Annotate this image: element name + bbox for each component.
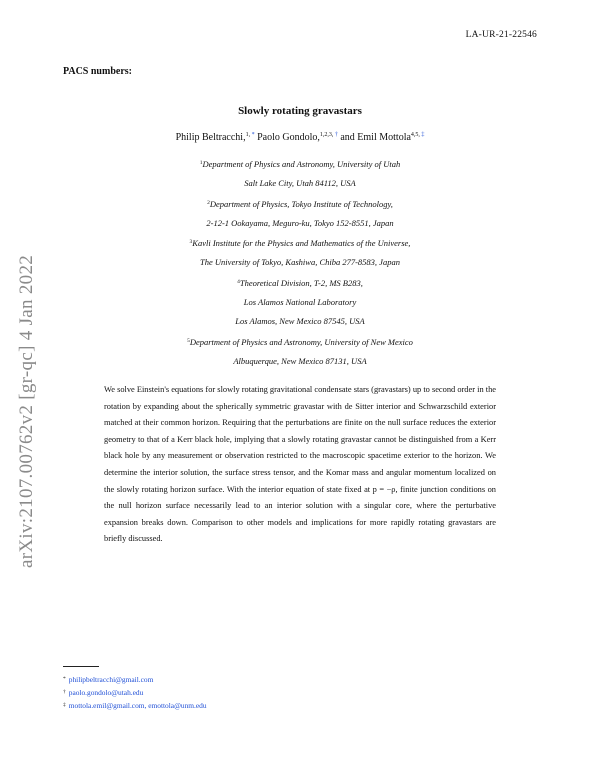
author-footnote-mark[interactable]: ‡ [419, 132, 425, 138]
affiliation-line: Los Alamos National Laboratory [243, 297, 357, 308]
affiliation-block [0, 154, 600, 371]
footnote-item: † paolo.gondolo@utah.edu [63, 688, 144, 698]
author-name: Philip Beltracchi, [175, 132, 246, 143]
abstract-text: We solve Einstein's equations for slowly rotating gravitational condensate stars (gravastars) up to second order in the rotation by expanding about the spherically symmetric gravastar with de Sitter interior and Schwarzschild exterior matched at their common horizon. Requiring that the perturbations are finite on the null surface reduces the exterior geometry to that of a Kerr black hole, implying that a slowly rotating gravastar cannot be distinguished from a Kerr black hole by any measurement or observation restricted to the macroscopic spacetime exterior to the horizon. We determine the interior solution, the surface stress tensor, and the Komar mass and angular momentum localized on the slowly rotating horizon surface. With the interior equation of state fixed at p = −ρ, finite junction conditions on the null horizon surface necessarily lead to an interior solution with a singular core, where the perturbative expansion breaks down. Comparison to other models and implications for more rapidly rotating gravastars are briefly discussed. [104, 385, 496, 544]
footnote-item: ‡ mottola.emil@gmail.com, emottola@unm.edu [63, 701, 207, 711]
footnote-divider [63, 666, 99, 667]
footnotes [63, 673, 207, 713]
author-list [0, 132, 600, 143]
email-link[interactable]: philipbeltracchi@gmail.com [68, 675, 154, 684]
author-name: Paolo Gondolo, [257, 132, 320, 143]
arxiv-stamp: arXiv:2107.00762v2 [gr-qc] 4 Jan 2022 [16, 254, 37, 568]
email-link[interactable]: paolo.gondolo@utah.edu [68, 688, 144, 698]
author-affil-sup: 1,2,3, [319, 132, 334, 138]
affiliation-line: The University of Tokyo, Kashiwa, Chiba 277-8583, Japan [200, 257, 400, 268]
paper-title: Slowly rotating gravastars [238, 105, 362, 117]
author-name: and Emil Mottola [340, 132, 411, 143]
author-affil-sup: 1, [245, 132, 251, 138]
pacs-label: PACS numbers: [63, 66, 132, 77]
affiliation-line: 2-12-1 Ookayama, Meguro-ku, Tokyo 152-8551, Japan [206, 217, 394, 228]
affiliation-line: $^3$Kavli Institute for the Physics and Mathematics of the Universe, [189, 238, 411, 249]
email-link[interactable]: mottola.emil@gmail.com, emottola@unm.edu [68, 701, 207, 711]
affiliation-line: $^1$Department of Physics and Astronomy, University of Utah [199, 159, 401, 169]
author-affil-sup: 4,5, [410, 132, 420, 138]
author-footnote-mark[interactable]: † [333, 132, 338, 138]
affiliation-line: Albuquerque, New Mexico 87131, USA [233, 355, 367, 366]
affiliation-line: $^2$Department of Physics, Tokyo Institute of Technology, [207, 198, 393, 209]
affiliation-line: $^5$Department of Physics and Astronomy, University of New Mexico [187, 336, 413, 347]
author-footnote-mark[interactable]: * [250, 132, 255, 138]
affiliation-line: Salt Lake City, Utah 84112, USA [244, 178, 356, 189]
footnote-item: * philipbeltracchi@gmail.com [63, 675, 154, 684]
report-number: LA-UR-21-22546 [465, 30, 537, 40]
affiliation-line: Los Alamos, New Mexico 87545, USA [235, 316, 365, 327]
affiliation-line: $^4$Theoretical Division, T-2, MS B283, [237, 277, 363, 288]
